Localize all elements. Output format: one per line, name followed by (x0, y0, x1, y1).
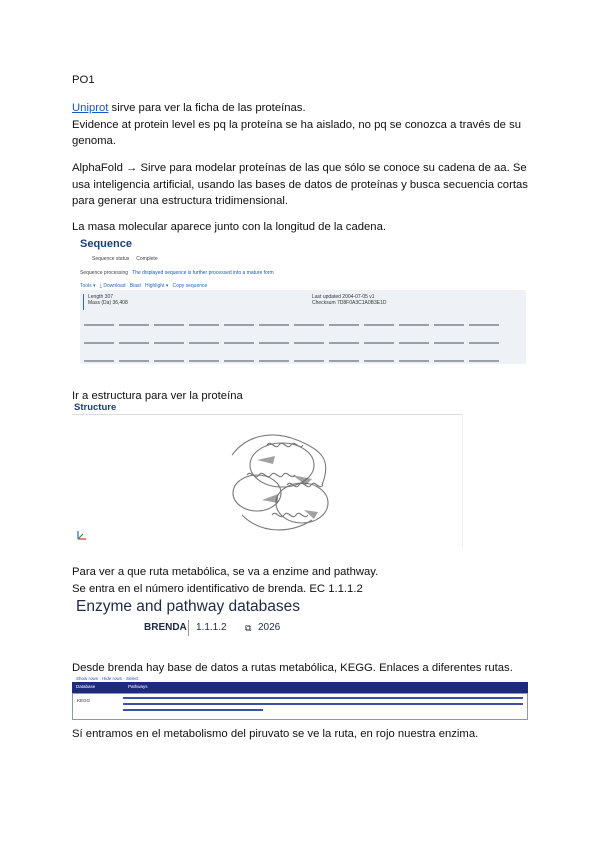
axes-icon (78, 531, 86, 539)
pathway-line1: Para ver a que ruta metabólica, se va a enzime and pathway. (72, 566, 379, 578)
divider (188, 620, 189, 636)
kegg-row-label: KEGG (77, 698, 91, 703)
uniprot-line2: Evidence at protein level es pq la proteína se ha aislado, no pq se conozca a través de su (72, 118, 522, 131)
page-heading: PO1 (72, 74, 95, 86)
brenda-ec-link[interactable]: 1.1.1.2 (196, 622, 227, 633)
kegg-row-links-3[interactable] (123, 709, 263, 711)
alphafold-line2: usa inteligencia artificial, usando las bases de datos de proteínas y busca secuencia cortas (72, 178, 528, 191)
uniprot-paragraph (72, 100, 532, 150)
kegg-top-links[interactable]: Show rows · Hide rows · Select (76, 676, 139, 681)
protein-structure-image (72, 415, 462, 547)
uniprot-link[interactable]: Uniprot (72, 102, 109, 114)
sequence-length: Length 307 (88, 294, 114, 300)
sequence-status: Sequence status Complete (92, 256, 158, 262)
sequence-residues-row-1 (84, 316, 524, 324)
brenda-label: BRENDA (144, 622, 187, 633)
sequence-checksum: Checksum 7D8F0A3C1A0B3E1D (312, 300, 387, 306)
brenda-year: 2026 (258, 622, 281, 633)
kegg-col1-header: Database (76, 684, 96, 689)
kegg-table-screenshot (72, 676, 528, 720)
sequence-panel (80, 290, 526, 364)
kegg-text: Desde brenda hay base de datos a rutas metabólica, KEGG. Enlaces a diferentes rutas. (72, 662, 513, 674)
structure-text: Ir a estructura para ver la proteína (72, 390, 243, 402)
enzyme-pathway-screenshot (72, 596, 370, 644)
sequence-residues-row-2 (84, 334, 524, 342)
structure-viewer[interactable] (72, 414, 463, 547)
mass-text: La masa molecular aparece junto con la longitud de la cadena. (72, 221, 387, 233)
structure-screenshot (72, 402, 464, 548)
structure-title: Structure (74, 402, 117, 413)
alphafold-paragraph (72, 160, 532, 210)
kegg-row-links-2[interactable] (123, 703, 523, 705)
pathway-paragraph (72, 564, 532, 597)
external-link-icon[interactable]: ⧉ (245, 623, 252, 633)
alphafold-line3: para generar una estructura tridimensional. (72, 195, 289, 207)
kegg-table-header (72, 682, 528, 693)
kegg-col2-header: Pathways (128, 684, 148, 689)
sequence-source: Sequence processing The displayed sequence is further processed into a mature form (80, 270, 274, 276)
sequence-screenshot (72, 236, 528, 366)
sequence-residues-row-3 (84, 352, 524, 360)
uniprot-line3: genoma. (72, 135, 116, 147)
uniprot-line1-rest: sirve para ver la ficha de las proteínas. (108, 102, 306, 114)
final-text: Sí entramos en el metabolismo del piruvato se ve la ruta, en rojo nuestra enzima. (72, 728, 479, 740)
pathway-line2: Se entra en el número identificativo de brenda. EC 1.1.1.2 (72, 582, 363, 595)
enzyme-pathway-title: Enzyme and pathway databases (76, 598, 301, 615)
kegg-row-links-1[interactable] (123, 697, 523, 699)
sequence-last-updated: Last updated 2004-07-05 v1 (312, 294, 375, 300)
alphafold-line1: AlphaFold → Sirve para modelar proteínas de las que sólo se conoce su cadena de aa. Se (72, 162, 527, 174)
panel-accent (83, 294, 84, 310)
sequence-title: Sequence (80, 238, 132, 250)
kegg-table-body (72, 693, 528, 720)
sequence-tools[interactable]: Tools ▾ ⤓ Download Blast Highlight ▾ Copy sequence (80, 283, 208, 289)
sequence-mass: Mass (Da) 36,408 (88, 300, 128, 306)
